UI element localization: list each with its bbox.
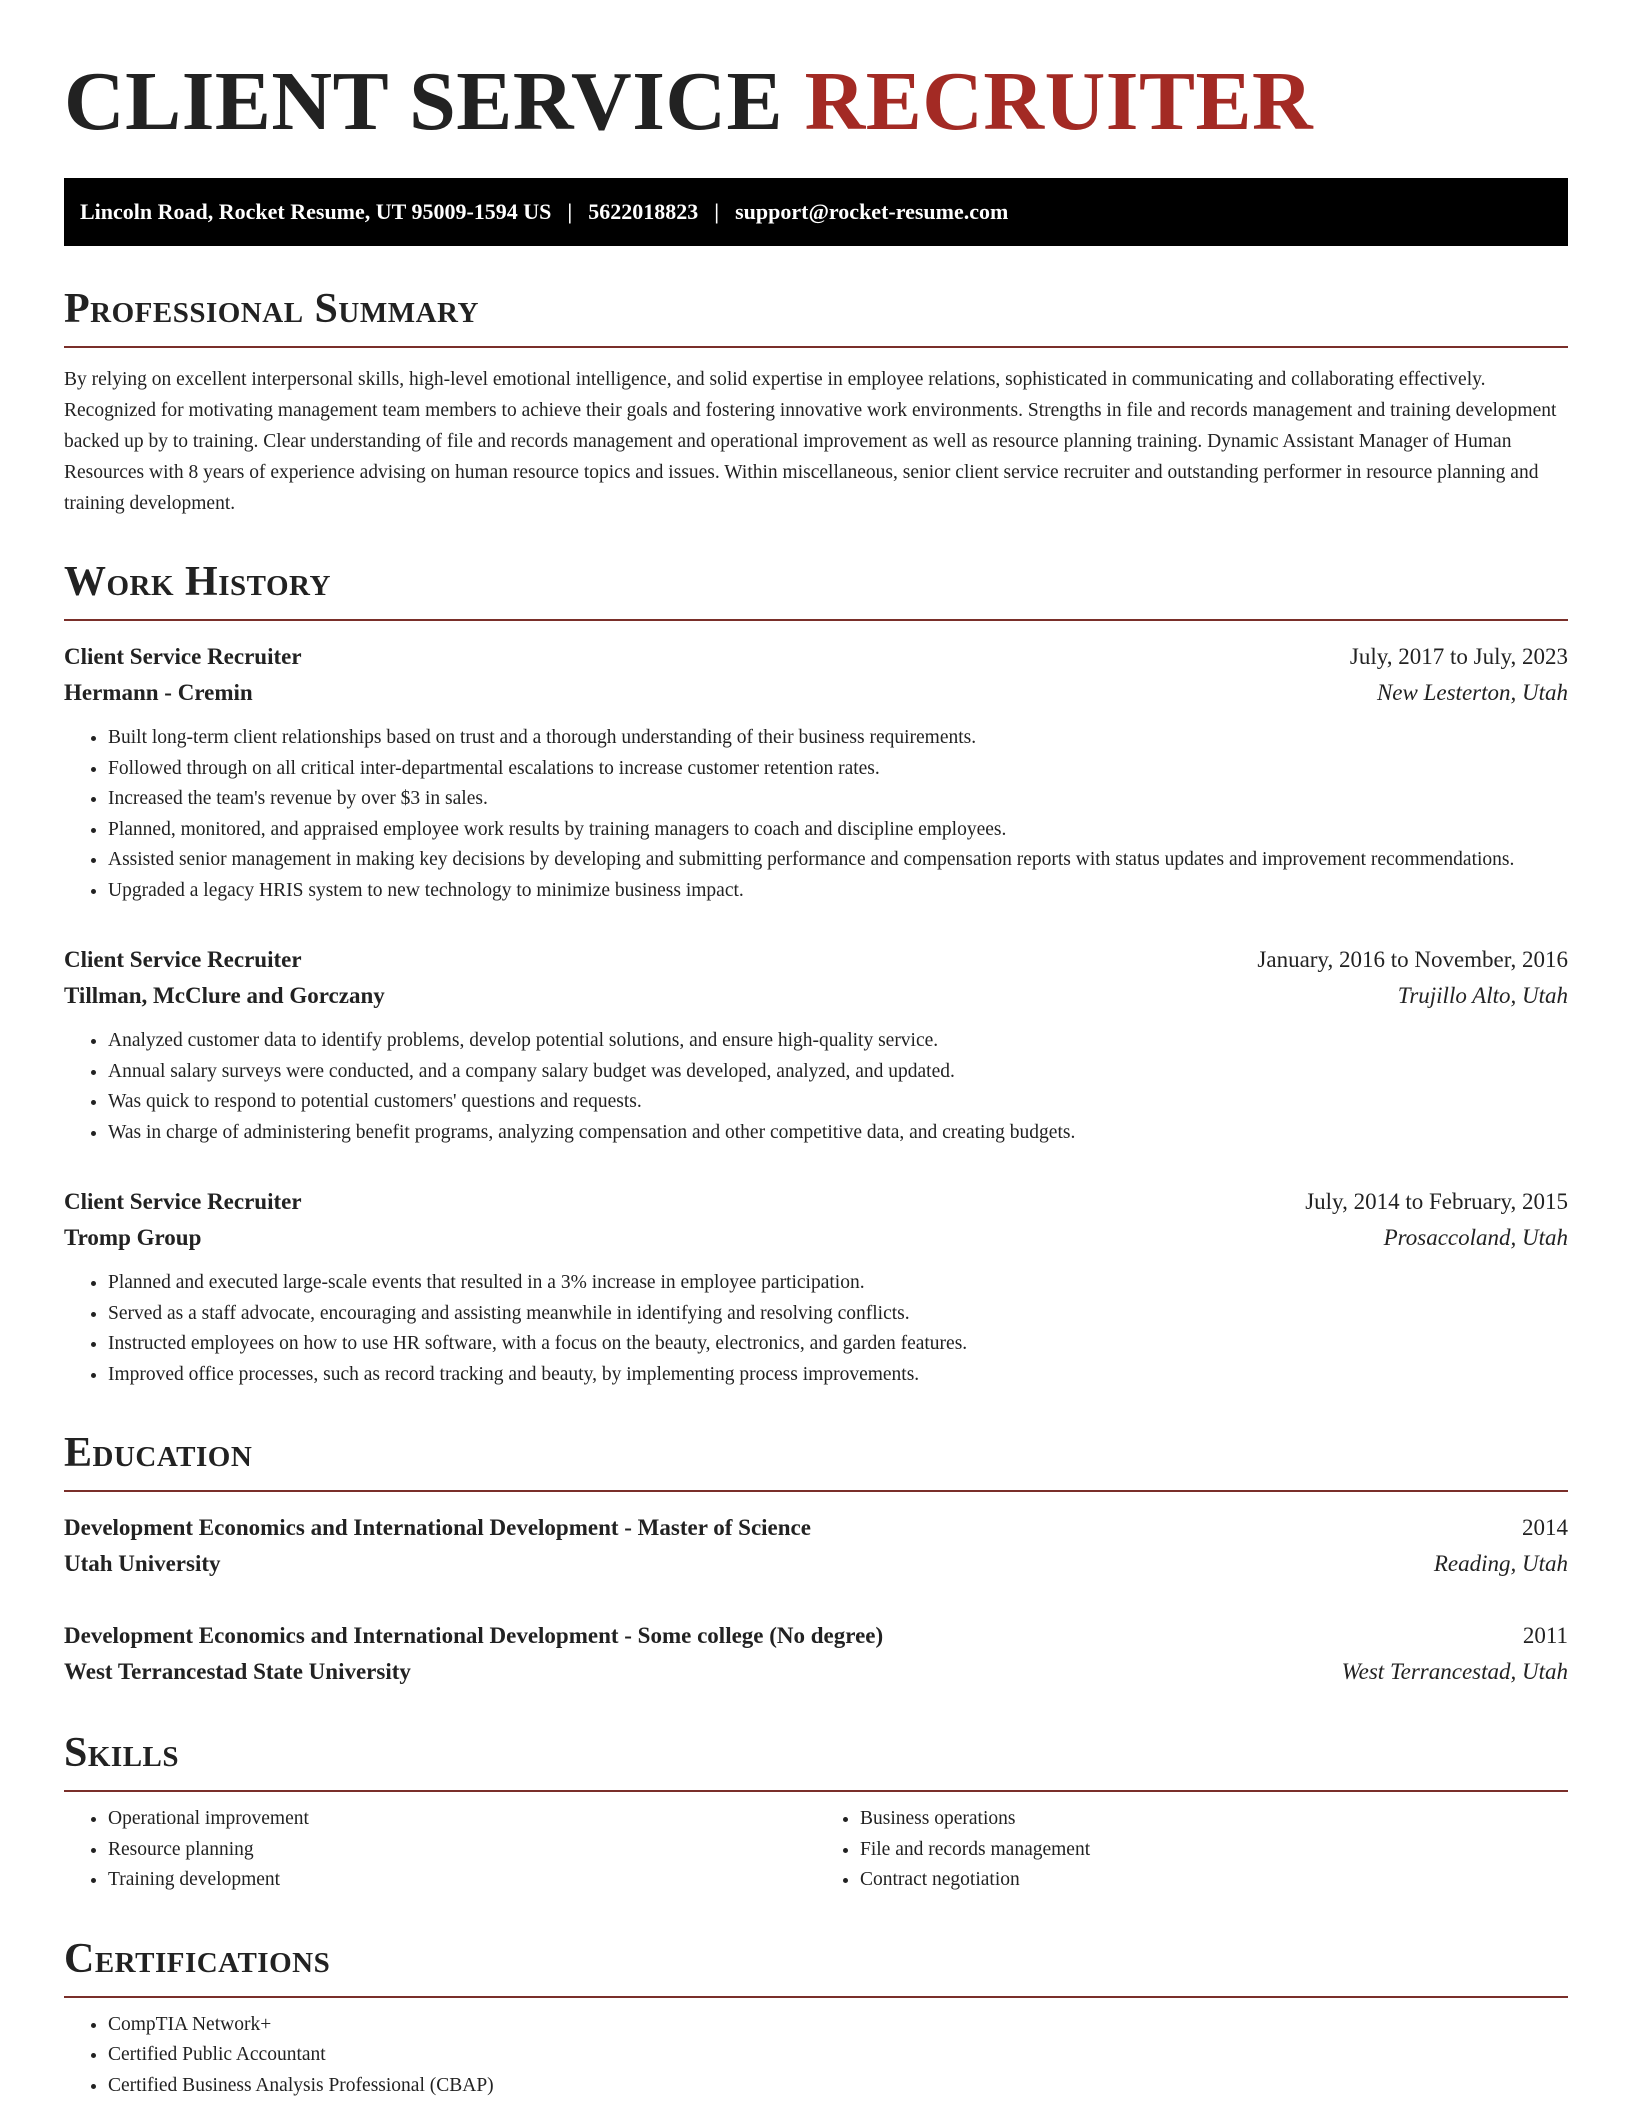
work-history-section [64, 555, 1568, 1390]
work-history-heading: Work History [64, 555, 1568, 621]
list-item: • Increased the team's revenue by over $3 in sales. [108, 784, 1568, 815]
certifications-section [64, 1932, 1568, 2102]
job-dates: July, 2017 to July, 2023 [1349, 644, 1568, 669]
list-item: • Was quick to respond to potential customers' questions and requests. [108, 1087, 1568, 1118]
job-entry [64, 942, 1568, 1148]
education-location: West Terrancestad, Utah [1341, 1659, 1568, 1684]
job-location: New Lesterton, Utah [1376, 680, 1568, 705]
skills-section [64, 1726, 1568, 1896]
list-item: • Resource planning [108, 1835, 816, 1866]
list-item: • CompTIA Network+ [108, 2010, 1568, 2041]
job-dates: July, 2014 to February, 2015 [1305, 1189, 1568, 1214]
education-location: Reading, Utah [1433, 1551, 1568, 1576]
certifications-list [64, 2010, 1568, 2102]
list-item: • Analyzed customer data to identify problems, develop potential solutions, and ensure high-quality service. [108, 1026, 1568, 1057]
list-item: • Certified Public Accountant [108, 2040, 1568, 2071]
list-item: • Built long-term client relationships based on trust and a thorough understanding of their business requirements. [108, 723, 1568, 754]
list-item: • Improved office processes, such as record tracking and beauty, by implementing process improvements. [108, 1360, 1568, 1391]
list-item: • Business operations [860, 1804, 1568, 1835]
summary-section [64, 282, 1568, 519]
title-part1: CLIENT SERVICE [64, 55, 784, 148]
education-section [64, 1426, 1568, 1690]
skills-heading: Skills [64, 1726, 1568, 1792]
job-entry [64, 1184, 1568, 1390]
education-school: Utah University [64, 1551, 221, 1576]
skills-column-left [64, 1804, 816, 1896]
list-item: • Annual salary surveys were conducted, and a company salary budget was developed, analyzed, and updated. [108, 1057, 1568, 1088]
education-degree: Development Economics and International Development - Some college (No degree) [64, 1623, 884, 1648]
education-heading: Education [64, 1426, 1568, 1492]
contact-bar [64, 178, 1568, 246]
list-item: • Instructed employees on how to use HR software, with a focus on the beauty, electronics, and garden features. [108, 1329, 1568, 1360]
education-school: West Terrancestad State University [64, 1659, 411, 1684]
job-location: Trujillo Alto, Utah [1397, 983, 1568, 1008]
summary-text: By relying on excellent interpersonal skills, high-level emotional intelligence, and solid expertise in employee relations, sophisticated in communicating and collaborating effectively. Recognized for motivating management team members to achieve their goals and fostering innovative work environments. Strengths in file and records management and training development backed up by to training. Clear understanding of file and records management and operational improvement as well as resource planning training. Dynamic Assistant Manager of Human Resources with 8 years of experience advising on human resource topics and issues. Within miscellaneous, senior client service recruiter and outstanding performer in resource planning and training development. [64, 369, 1557, 514]
list-item: • Certified Business Analysis Professional (CBAP) [108, 2071, 1568, 2102]
list-item: • Operational improvement [108, 1804, 816, 1835]
job-company: Tromp Group [64, 1225, 202, 1250]
job-title: Client Service Recruiter [64, 644, 302, 669]
title-part2: RECRUITER [804, 55, 1314, 148]
education-entry [64, 1618, 1568, 1690]
education-year: 2014 [1522, 1515, 1568, 1540]
job-location: Prosaccoland, Utah [1383, 1225, 1568, 1250]
contact-phone: 5622018823 [588, 199, 699, 224]
list-item: • Planned, monitored, and appraised employee work results by training managers to coach and discipline employees. [108, 815, 1568, 846]
certifications-heading: Certifications [64, 1932, 1568, 1998]
list-item: • File and records management [860, 1835, 1568, 1866]
job-title: Client Service Recruiter [64, 947, 302, 972]
summary-heading: Professional Summary [64, 282, 1568, 348]
education-year: 2011 [1522, 1623, 1568, 1648]
skills-list [64, 1804, 1568, 1896]
job-bullets [64, 1026, 1568, 1148]
resume-title [64, 52, 1568, 152]
list-item: • Followed through on all critical inter-departmental escalations to increase customer retention rates. [108, 754, 1568, 785]
job-entry [64, 639, 1568, 906]
education-entry [64, 1510, 1568, 1582]
list-item: • Contract negotiation [860, 1865, 1568, 1896]
education-degree: Development Economics and International Development - Master of Science [64, 1515, 811, 1540]
job-company: Tillman, McClure and Gorczany [64, 983, 385, 1008]
contact-separator: | [714, 199, 720, 224]
contact-email: support@rocket-resume.com [735, 199, 1009, 224]
contact-separator: | [567, 199, 573, 224]
contact-address: Lincoln Road, Rocket Resume, UT 95009-1594 US [80, 199, 552, 224]
list-item: • Was in charge of administering benefit programs, analyzing compensation and other competitive data, and creating budgets. [108, 1118, 1568, 1149]
skills-column-right [816, 1804, 1568, 1896]
list-item: • Training development [108, 1865, 816, 1896]
list-item: • Assisted senior management in making key decisions by developing and submitting performance and compensation reports with status updates and improvement recommendations. [108, 845, 1568, 876]
job-company: Hermann - Cremin [64, 680, 253, 705]
job-bullets [64, 723, 1568, 906]
job-bullets [64, 1268, 1568, 1390]
job-title: Client Service Recruiter [64, 1189, 302, 1214]
list-item: • Planned and executed large-scale events that resulted in a 3% increase in employee participation. [108, 1268, 1568, 1299]
list-item: • Served as a staff advocate, encouraging and assisting meanwhile in identifying and resolving conflicts. [108, 1299, 1568, 1330]
list-item: • Upgraded a legacy HRIS system to new technology to minimize business impact. [108, 876, 1568, 907]
job-dates: January, 2016 to November, 2016 [1257, 947, 1568, 972]
